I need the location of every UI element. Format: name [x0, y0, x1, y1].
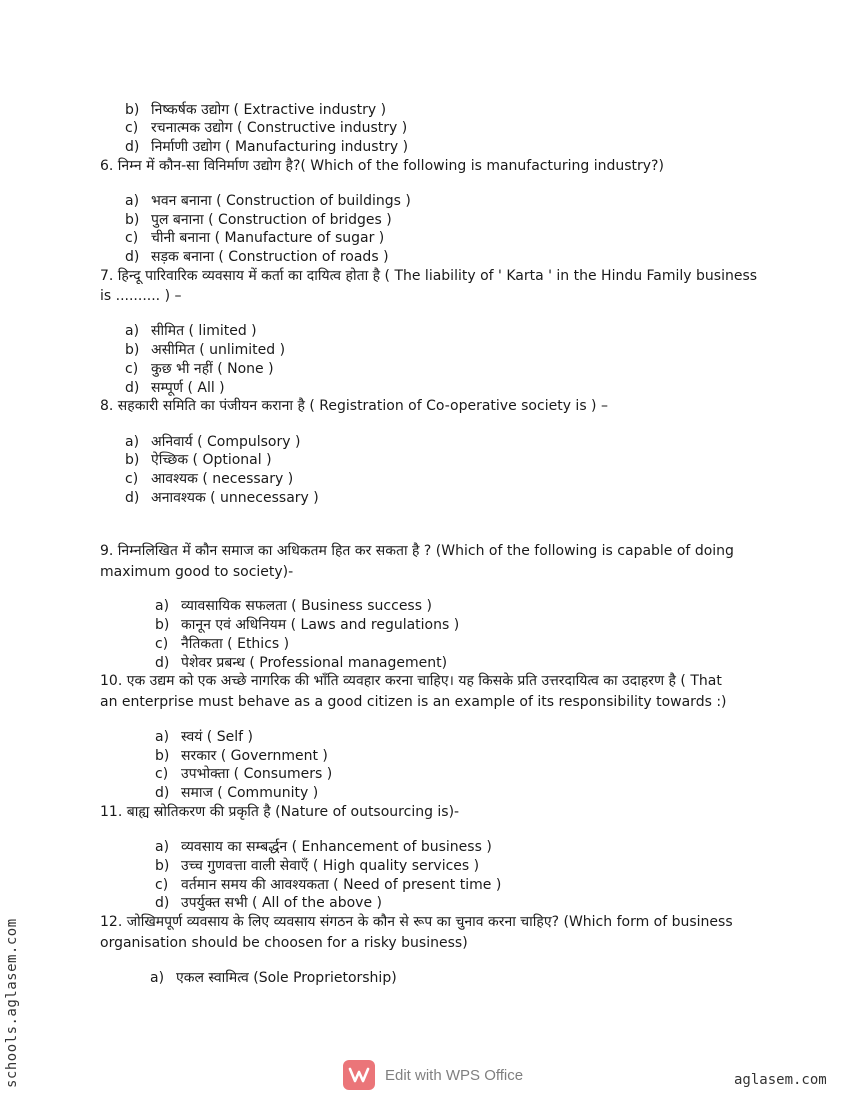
q7-option-a: a) सीमित ( limited ) — [125, 323, 257, 339]
q11-question: 11. बाह्य स्रोतिकरण की प्रकृति है (Nature of outsourcing is)- — [100, 804, 460, 820]
q8-option-b: b) ऐच्छिक ( Optional ) — [125, 452, 272, 468]
q11-option-c: c) वर्तमान समय की आवश्यकता ( Need of present time ) — [155, 877, 502, 893]
q6-option-b: b) पुल बनाना ( Construction of bridges ) — [125, 212, 392, 228]
q10-question-line1: 10. एक उद्यम को एक अच्छे नागरिक की भाँति व्यवहार करना चाहिए। यह किसके प्रति उत्तरदायित्व का उदाहरण है ( That — [100, 673, 722, 689]
q12-question-line1: 12. जोखिमपूर्ण व्यवसाय के लिए व्यवसाय संगठन के कौन से रूप का चुनाव करना चाहिए? (Which form of business — [100, 914, 733, 930]
edit-with-wps-banner[interactable] — [343, 1060, 523, 1090]
q11-option-a: a) व्यवसाय का सम्बर्द्धन ( Enhancement of business ) — [155, 839, 492, 855]
q5-option-d: d) निर्माणी उद्योग ( Manufacturing industry ) — [125, 139, 409, 155]
q12-question-line2: organisation should be choosen for a risky business) — [100, 935, 468, 951]
q11-option-b: b) उच्च गुणवत्ता वाली सेवाएँ ( High quality services ) — [155, 858, 480, 874]
side-watermark-url: schools.aglasem.com — [4, 918, 20, 1088]
q6-option-c: c) चीनी बनाना ( Manufacture of sugar ) — [125, 230, 385, 246]
q6-question: 6. निम्न में कौन-सा विनिर्माण उद्योग है?( Which of the following is manufacturing industry?) — [100, 158, 664, 174]
q8-question: 8. सहकारी समिति का पंजीयन कराना है ( Registration of Co-operative society is ) – — [100, 398, 608, 414]
q12-option-a: a) एकल स्वामित्व (Sole Proprietorship) — [150, 970, 397, 986]
q5-option-c: c) रचनात्मक उद्योग ( Constructive industry ) — [125, 120, 408, 136]
q5-option-b: b) निष्कर्षक उद्योग ( Extractive industry ) — [125, 102, 387, 118]
q11-option-d: d) उपर्युक्त सभी ( All of the above ) — [155, 895, 382, 911]
q8-option-d: d) अनावश्यक ( unnecessary ) — [125, 490, 319, 506]
q9-option-a: a) व्यावसायिक सफलता ( Business success ) — [155, 598, 432, 614]
q10-option-a: a) स्वयं ( Self ) — [155, 729, 253, 745]
q9-option-b: b) कानून एवं अधिनियम ( Laws and regulations ) — [155, 617, 460, 633]
q6-option-a: a) भवन बनाना ( Construction of buildings ) — [125, 193, 411, 209]
q7-option-d: d) सम्पूर्ण ( All ) — [125, 380, 225, 396]
q10-option-d: d) समाज ( Community ) — [155, 785, 319, 801]
q9-question-line1: 9. निम्नलिखित में कौन समाज का अधिकतम हित कर सकता है ? (Which of the following is capable of doing — [100, 543, 734, 559]
q7-question-line2: is .......... ) – — [100, 288, 182, 304]
q10-question-line2: an enterprise must behave as a good citizen is an example of its responsibility towards :) — [100, 694, 727, 710]
q7-option-c: c) कुछ भी नहीं ( None ) — [125, 361, 274, 377]
q9-question-line2: maximum good to society)- — [100, 564, 294, 580]
wps-label: Edit with WPS Office — [385, 1066, 524, 1084]
q8-option-a: a) अनिवार्य ( Compulsory ) — [125, 434, 301, 450]
q10-option-b: b) सरकार ( Government ) — [155, 748, 328, 764]
q7-question-line1: 7. हिन्दू पारिवारिक व्यवसाय में कर्ता का दायित्व होता है ( The liability of ' Karta ' in the Hindu Family business — [100, 268, 758, 284]
wps-logo-icon — [343, 1060, 375, 1090]
q10-option-c: c) उपभोक्ता ( Consumers ) — [155, 766, 333, 782]
q9-option-d: d) पेशेवर प्रबन्ध ( Professional management) — [155, 655, 448, 671]
q9-option-c: c) नैतिकता ( Ethics ) — [155, 636, 290, 652]
q7-option-b: b) असीमित ( unlimited ) — [125, 342, 286, 358]
brand-watermark: aglasem.com — [734, 1072, 827, 1088]
q8-option-c: c) आवश्यक ( necessary ) — [125, 471, 294, 487]
wps-w-icon — [348, 1067, 370, 1083]
q6-option-d: d) सड़क बनाना ( Construction of roads ) — [125, 249, 389, 265]
